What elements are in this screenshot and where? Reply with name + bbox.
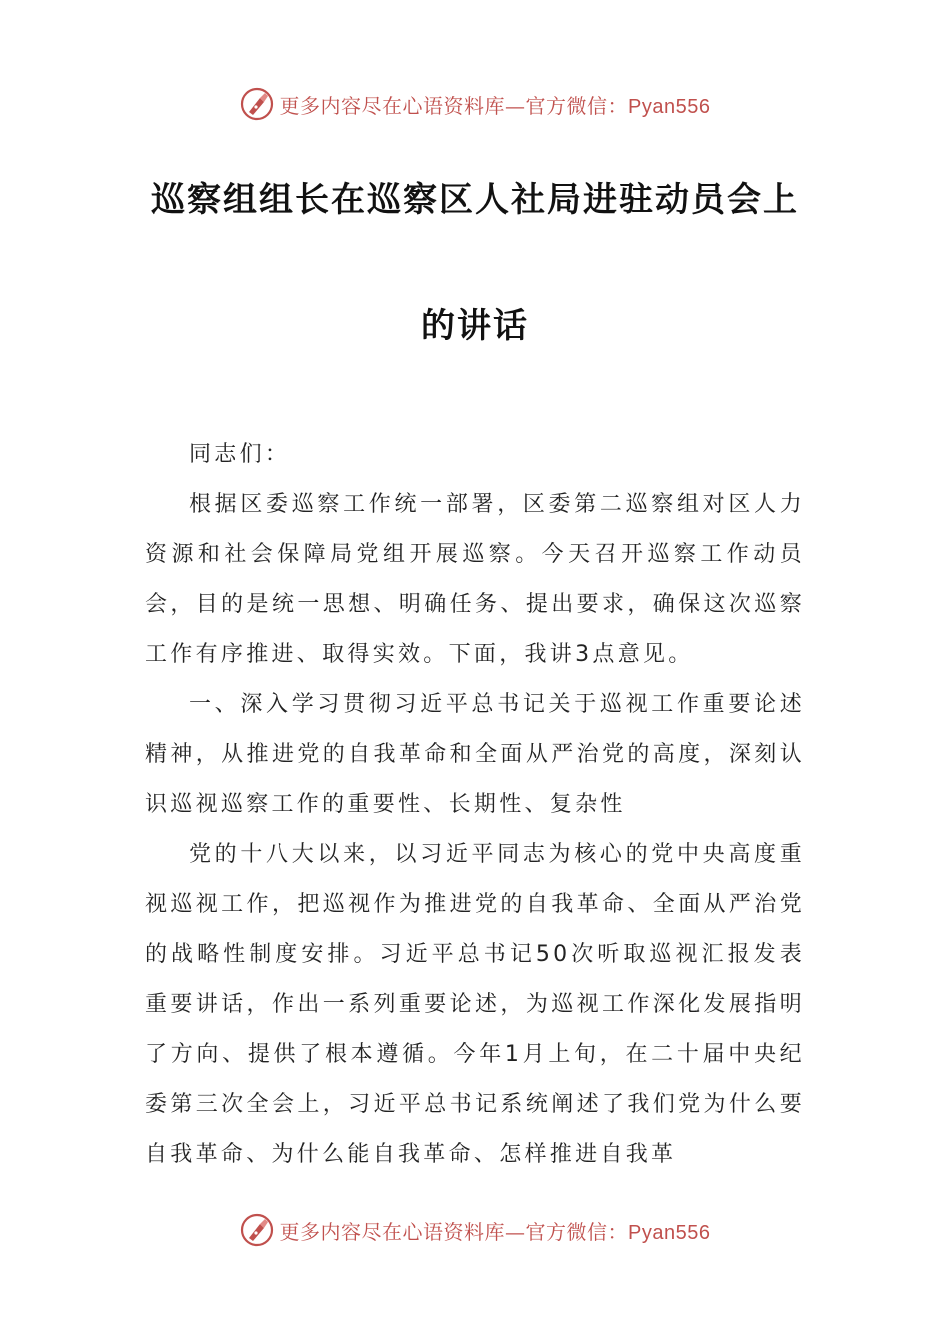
- watermark-text: 更多内容尽在心语资料库—官方微信：Pyan556: [279, 93, 711, 118]
- wechat-id: Pyan556: [628, 1221, 711, 1244]
- wechat-id: Pyan556: [628, 95, 711, 118]
- document-body: [145, 430, 805, 1180]
- watermark-banner-top: [0, 84, 950, 124]
- body-paragraph: 党的十八大以来，以习近平同志为核心的党中央高度重视巡视工作，把巡视作为推进党的自我革命、全面从严治党的战略性制度安排。习近平总书记50次听取巡视汇报发表重要讲话，作出一系列重要论述，为巡视工作深化发展指明了方向、提供了根本遵循。今年1月上旬，在二十届中央纪委第三次全会上，习近平总书记系统阐述了我们党为什么要自我革命、为什么能自我革命、怎样推进自我革: [145, 842, 805, 1167]
- body-paragraph: 根据区委巡察工作统一部署，区委第二巡察组对区人力资源和社会保障局党组开展巡察。今天召开巡察工作动员会，目的是统一思想、明确任务、提出要求，确保这次巡察工作有序推进、取得实效。下面，我讲3点意见。: [145, 492, 805, 667]
- watermark-text: 更多内容尽在心语资料库—官方微信：Pyan556: [279, 1219, 711, 1244]
- section-heading-paragraph: 一、深入学习贯彻习近平总书记关于巡视工作重要论述精神，从推进党的自我革命和全面从严治党的高度，深刻认识巡视巡察工作的重要性、长期性、复杂性: [145, 692, 805, 817]
- document-title-line1: 巡察组组长在巡察区人社局进驻动员会上: [151, 180, 799, 220]
- salutation-paragraph: 同志们：: [189, 442, 291, 467]
- document-title-line2: 的讲话: [421, 306, 529, 346]
- pen-nib-logo-icon: [240, 87, 274, 121]
- pen-nib-logo-icon: [240, 1213, 274, 1247]
- watermark-banner-bottom: [0, 1210, 950, 1250]
